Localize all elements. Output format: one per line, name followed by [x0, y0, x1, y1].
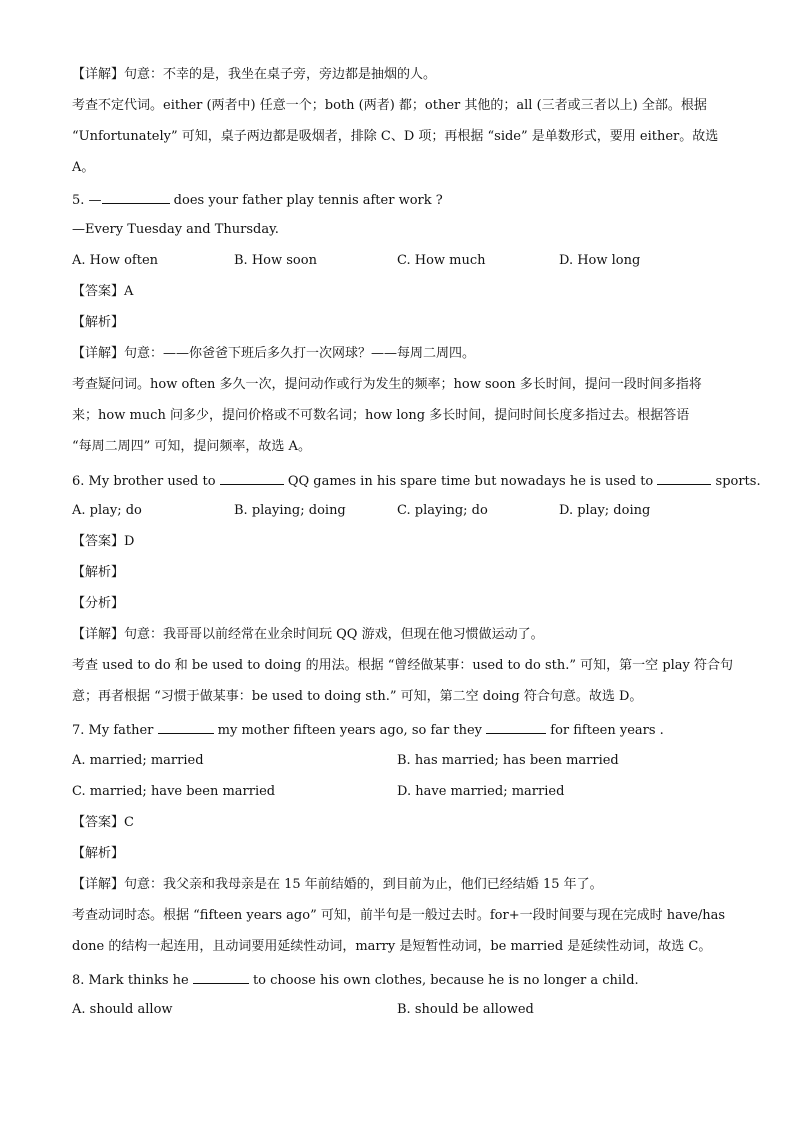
answer-label: 【答案】C [72, 815, 134, 830]
detail-line: 【详解】句意：我父亲和我母亲是在 15 年前结婚的，到目前为止，他们已经结婚 15 年了。 [72, 877, 603, 892]
detail-line: 考查动词时态。根据 “fifteen years ago” 可知，前半句是一般过去时。for+一段时间要与现在完成时 have/has [72, 908, 726, 923]
analysis-label: 【解析】 [72, 315, 125, 330]
explanation-line: 【详解】句意：不幸的是，我坐在桌子旁，旁边都是抽烟的人。 [72, 67, 437, 82]
option-b: B. has married; has been married [397, 753, 619, 768]
answer-blank [158, 720, 214, 734]
option-a: A. married; married [72, 753, 204, 768]
detail-line: “每周二周四” 可知，提问频率，故选 A。 [72, 439, 311, 454]
option-c: C. How much [397, 253, 486, 268]
answer-blank [220, 471, 284, 485]
detail-line: 考查 used to do 和 be used to doing 的用法。根据 “曾经做某事：used to do sth.” 可知，第一空 play 符合句 [72, 658, 734, 673]
option-d: D. play; doing [559, 503, 651, 518]
answer-blank [657, 471, 711, 485]
detail-line: 【详解】句意：我哥哥以前经常在业余时间玩 QQ 游戏，但现在他习惯做运动了。 [72, 627, 544, 642]
answer-label: 【答案】A [72, 284, 134, 299]
analysis-label: 【解析】 [72, 565, 125, 580]
detail-line: 意；再者根据 “习惯于做某事：be used to doing sth.” 可知，第二空 doing 符合句意。故选 D。 [72, 689, 643, 704]
answer-blank [102, 190, 170, 204]
question-6-stem: 6. My brother used to QQ games in his spare time but nowadays he is used to sports. [72, 471, 761, 491]
answer-blank [193, 970, 249, 984]
option-d: D. have married; married [397, 784, 565, 799]
question-8-stem: 8. Mark thinks he to choose his own clothes, because he is no longer a child. [72, 970, 639, 990]
answer-label: 【答案】D [72, 534, 135, 549]
option-c: C. playing; do [397, 503, 488, 518]
question-5-reply: —Every Tuesday and Thursday. [72, 222, 279, 237]
option-a: A. should allow [72, 1002, 173, 1017]
detail-line: 来；how much 问多少，提问价格或不可数名词；how long 多长时间，提问时间长度多指过去。根据答语 [72, 408, 690, 423]
analysis-label: 【解析】 [72, 846, 125, 861]
explanation-line: A。 [72, 160, 95, 175]
question-7-stem: 7. My father my mother fifteen years ago, so far they for fifteen years . [72, 720, 664, 740]
answer-blank [486, 720, 546, 734]
detail-line: 考查疑问词。how often 多久一次，提问动作或行为发生的频率；how soon 多长时间，提问一段时间多指将 [72, 377, 702, 392]
explanation-line: “Unfortunately” 可知，桌子两边都是吸烟者，排除 C、D 项；再根据 “side” 是单数形式，要用 either。故选 [72, 129, 719, 144]
option-b: B. How soon [234, 253, 317, 268]
option-a: A. play; do [72, 503, 142, 518]
explanation-line: 考查不定代词。either (两者中) 任意一个；both (两者) 都；other 其他的；all (三者或三者以上) 全部。根据 [72, 98, 707, 113]
analysis-sub-label: 【分析】 [72, 596, 125, 611]
detail-line: done 的结构一起连用，且动词要用延续性动词，marry 是短暂性动词，be married 是延续性动词，故选 C。 [72, 939, 712, 954]
option-c: C. married; have been married [72, 784, 276, 799]
option-d: D. How long [559, 253, 641, 268]
option-b: B. should be allowed [397, 1002, 534, 1017]
question-5-stem: 5. — does your father play tennis after work ? [72, 190, 443, 210]
option-b: B. playing; doing [234, 503, 346, 518]
option-a: A. How often [72, 253, 159, 268]
detail-line: 【详解】句意：——你爸爸下班后多久打一次网球？——每周二周四。 [72, 346, 476, 361]
